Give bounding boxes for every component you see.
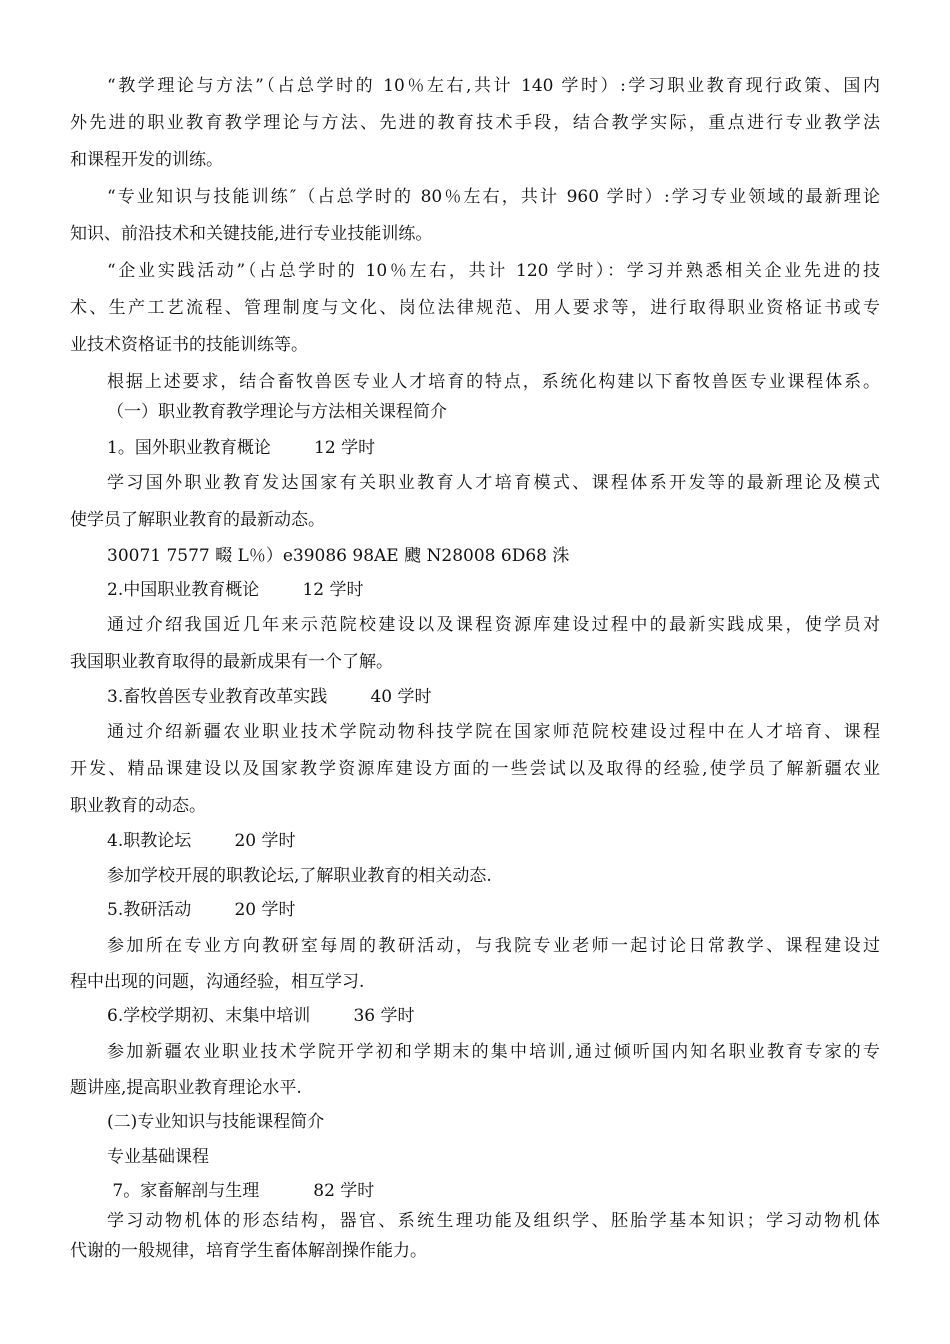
course-title: 6.学校学期初、末集中培训 36 学时 — [107, 1006, 415, 1026]
course-title: 5.教研活动 20 学时 — [107, 900, 296, 920]
subsection-heading: 专业基础课程 — [107, 1147, 209, 1167]
text-line: 程中出现的问题，沟通经验，相互学习. — [70, 972, 365, 992]
course-title: 4.职教论坛 20 学时 — [107, 831, 296, 851]
text-line: 外先进的职业教育教学理论与方法、先进的教育技术手段，结合教学实际，重点进行专业教学法 — [70, 113, 880, 133]
text-line: “企业实践活动”（占总学时的 10％左右，共计 120 学时）：学习并熟悉相关企业先进的技 — [107, 261, 880, 281]
text-line: 和课程开发的训练。 — [70, 150, 223, 170]
text-line: 使学员了解职业教育的最新动态。 — [70, 510, 325, 530]
course-title: 1。国外职业教育概论 12 学时 — [107, 438, 376, 458]
text-line: 职业教育的动态。 — [70, 796, 206, 816]
course-title: 3.畜牧兽医专业教育改革实践 40 学时 — [107, 687, 432, 707]
text-line: “专业知识与技能训练″（占总学时的 80％左右，共计 960 学时）:学习专业领域的最新理论 — [107, 187, 880, 207]
text-line: 开发、精品课建设以及国家教学资源库建设方面的一些尝试以及取得的经验,使学员了解新疆农业 — [70, 759, 880, 779]
text-line: 学习动物机体的形态结构，器官、系统生理功能及组织学、胚胎学基本知识；学习动物机体 — [107, 1211, 880, 1231]
text-line: 知识、前沿技术和关键技能,进行专业技能训练。 — [70, 224, 433, 244]
text-line: 代谢的一般规律，培育学生畜体解剖操作能力。 — [70, 1241, 427, 1261]
text-line: 学习国外职业教育发达国家有关职业教育人才培育模式、课程体系开发等的最新理论及模式 — [107, 473, 880, 493]
text-line: 我国职业教育取得的最新成果有一个了解。 — [70, 652, 393, 672]
text-line: 业技术资格证书的技能训练等。 — [70, 335, 308, 355]
text-line: 参加学校开展的职教论坛,了解职业教育的相关动态. — [107, 866, 492, 886]
text-line: 通过介绍我国近几年来示范院校建设以及课程资源库建设过程中的最新实践成果，使学员对 — [107, 615, 880, 635]
text-line: 题讲座,提高职业教育理论水平. — [70, 1078, 302, 1098]
course-title: 2.中国职业教育概论 12 学时 — [107, 580, 364, 600]
text-line: 根据上述要求，结合畜牧兽医专业人才培育的特点，系统化构建以下畜牧兽医专业课程体系。 — [107, 372, 880, 392]
section-heading: (二)专业知识与技能课程简介 — [107, 1112, 325, 1132]
text-line: 30071 7577 畷 L％）e39086 98AE 颼 N28008 6D68 洙 — [107, 546, 570, 566]
text-line: 参加所在专业方向教研室每周的教研活动，与我院专业老师一起讨论日常教学、课程建设过 — [107, 936, 880, 956]
course-title: 7。家畜解剖与生理 82 学时 — [107, 1181, 375, 1201]
text-line: 参加新疆农业职业技术学院开学初和学期末的集中培训,通过倾听国内知名职业教育专家的专 — [107, 1042, 880, 1062]
text-line: 术、生产工艺流程、管理制度与文化、岗位法律规范、用人要求等，进行取得职业资格证书或专 — [70, 298, 880, 318]
section-heading: （一）职业教育教学理论与方法相关课程简介 — [107, 402, 447, 422]
text-line: 通过介绍新疆农业职业技术学院动物科技学院在国家师范院校建设过程中在人才培育、课程 — [107, 722, 880, 742]
text-line: “教学理论与方法”（占总学时的 10％左右,共计 140 学时）:学习职业教育现行政策、国内 — [107, 76, 880, 96]
